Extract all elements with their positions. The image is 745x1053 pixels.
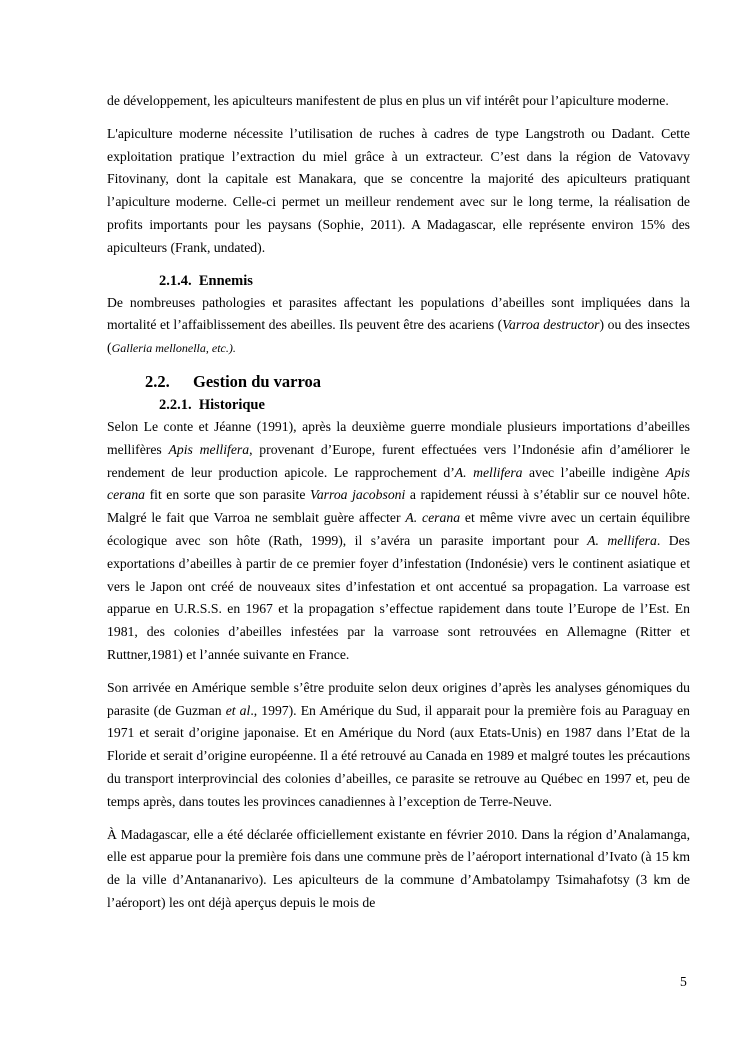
text: de développement, les apiculteurs manifestent de plus en plus un vif intérêt pour l’apiculture moderne. — [107, 93, 669, 108]
paragraph-intro-end — [107, 90, 690, 113]
text: . Des exportations d’abeilles à partir de ce premier foyer d’infestation (Indonésie) vers le continent asiatique et vers le Japon ont créé de nouveaux sites d’infestation et ont accentué sa propagation. La varroase est apparue en U.R.S.S. en 1967 et la propagation s’effectue rapidement dans toute l’Europe de l’Est. En 1981, des colonies d’abeilles infestées par la varroase sont retrouvées en Allemagne (Ritter et Ruttner,1981) et l’année suivante en France. — [107, 532, 691, 662]
text: a rapidement réussi à s’établir sur ce nouvel hôte. Malgré le fait que Varroa ne semblait guère affecter — [107, 487, 690, 526]
species-name: Varroa jacobsoni — [310, 487, 406, 503]
species-name: Apis cerana — [107, 464, 691, 503]
text: De nombreuses pathologies et parasites affectant les populations d’abeilles sont impliquées dans la mortalité et l’affaiblissement des abeilles. Ils peuvent être des acariens ( — [107, 294, 690, 333]
species-name: Apis mellifera — [168, 441, 250, 457]
text: avec l’abeille indigène — [522, 464, 666, 480]
section-title: Gestion du varroa — [193, 371, 322, 391]
section-heading-2-2 — [107, 370, 690, 394]
text: L'apiculture moderne nécessite l’utilisation de ruches à cadres de type Langstroth ou Dadant. Cette exploitation pratique l’extraction du miel grâce à un extracteur. C’est dans la région de Vatovavy Fitovinany, dont la capitale est Manakara, que se concentre la majorité des apiculteurs pratiquant l’apiculture moderne. Celle-ci permet un meilleur rendement avec sur le long terme, la réalisation de profits importants pour les paysans (Sophie, 2011). A Madagascar, elle représente environ 15% des apiculteurs (Frank, undated). — [107, 125, 690, 255]
species-name: A. mellifera — [454, 464, 523, 480]
paragraph-history — [107, 416, 690, 667]
text: Son arrivée en Amérique semble s’être produite selon deux origines d’après les analyses génomiques du parasite (de Guzman — [107, 679, 690, 718]
section-number: 2.2.1. — [159, 396, 192, 413]
text: Selon Le conte et Jéanne (1991), après la deuxième guerre mondiale plusieurs importations d’abeilles mellifères — [107, 418, 690, 457]
page-body — [107, 90, 690, 915]
paragraph-enemies — [107, 292, 690, 360]
text: et même vivre avec un certain équilibre écologique avec son hôte (Rath, 1999), il s’avéra un parasite important pour — [107, 510, 690, 548]
paragraph-modern-beekeeping — [107, 123, 690, 260]
paragraph-america — [107, 677, 690, 814]
section-number: 2.1.4. — [159, 272, 192, 289]
section-heading-2-1-4 — [107, 270, 690, 292]
section-title: Historique — [198, 396, 265, 413]
text: À Madagascar, elle a été déclarée officiellement existante en février 2010. Dans la région d’Analamanga, elle est apparue pour la première fois dans une commune près de l’aéroport international d’Ivato (à 15 km de la ville d’Antananarivo). Les apiculteurs de la commune d’Ambatolampy Tsimahafotsy (3 km de l’aéroport) les ont déjà aperçus depuis le mois de — [107, 826, 690, 910]
paragraph-madagascar — [107, 824, 690, 915]
section-heading-2-2-1 — [107, 394, 690, 416]
citation-italic: et al — [225, 702, 251, 718]
species-name: A. mellifera — [587, 532, 657, 548]
section-number: 2.2. — [145, 371, 170, 391]
species-name: Varroa destructor — [502, 317, 600, 333]
page-number: 5 — [680, 974, 687, 989]
section-title: Ennemis — [198, 272, 253, 289]
text: , provenant d’Europe, furent effectuées vers l’Indonésie afin d’améliorer le rendement de leur production apicole. Le rapprochement d’ — [107, 441, 690, 480]
text: fit en sorte que son parasite — [145, 487, 310, 503]
text: ) ou des insectes ( — [107, 317, 690, 356]
species-name: Galleria mellonella, etc.). — [111, 341, 236, 356]
species-name: A. cerana — [405, 510, 461, 526]
text: ., 1997). En Amérique du Sud, il apparait pour la première fois au Paraguay en 1971 et serait d’origine japonaise. Et en Amérique du Nord (aux Etats-Unis) en 1987 dans l’Etat de la Floride et serait d’origine européenne. Il a été retrouvé au Canada en 1989 et malgré toutes les précautions du transport interprovincial des colonies d’abeilles, ce parasite se retrouve au Québec en 1997 et, peu de temps après, dans toutes les provinces canadiennes à l’exception de Terre-Neuve. — [107, 702, 691, 809]
